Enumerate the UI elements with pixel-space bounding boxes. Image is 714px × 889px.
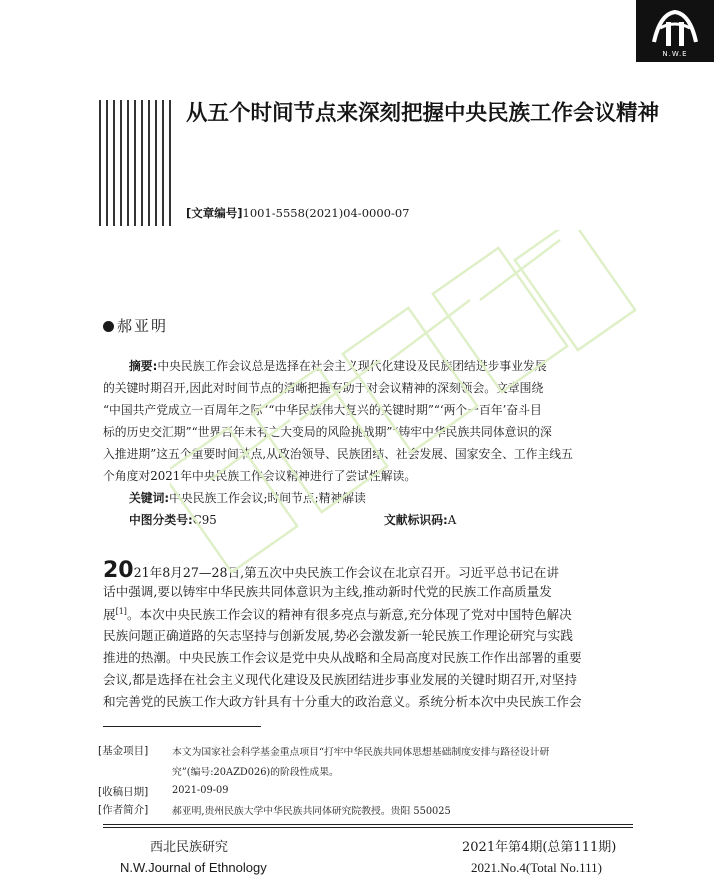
author-bio: 郝亚明,贵州民族大学中华民族共同体研究院教授。贵阳 550025	[172, 806, 451, 817]
citation-ref[interactable]: [1]	[115, 607, 127, 616]
footer-rule	[103, 824, 633, 825]
body-line: 展[1]。本次中央民族工作会议的精神有很多亮点与新意,充分体现了党对中国特色解决	[103, 607, 572, 622]
abstract-line: 标的历史交汇期”“世界百年未有之大变局的风险挑战期”“铸牢中华民族共同体意识的深	[103, 425, 552, 439]
bullet-icon	[103, 321, 114, 332]
decorative-lines	[99, 100, 175, 226]
doc-code-label: 文献标识码:	[384, 513, 448, 527]
abstract-line: “中国共产党成立一百周年之际”“中华民族伟大复兴的关键时期”“‘两个一百年’奋斗目	[103, 403, 542, 417]
author	[103, 315, 168, 336]
clc-value: C95	[192, 513, 217, 527]
article-title: 从五个时间节点来深刻把握中央民族工作会议精神	[186, 101, 660, 126]
received-date: 2021-09-09	[172, 785, 229, 796]
abstract-line: 个角度对2021年中央民族工作会议精神进行了尝试性解读。	[103, 469, 417, 483]
keywords-value: 中央民族工作会议;时间节点;精神解读	[169, 491, 366, 505]
doc-code-value: A	[447, 513, 457, 527]
body-line: 推进的热潮。中央民族工作会议是党中央从战略和全局高度对民族工作作出部署的重要	[103, 650, 582, 665]
issue-cn: 2021年第4期(总第111期)	[462, 840, 617, 855]
article-number	[186, 205, 409, 221]
received-label: [收稿日期]	[98, 786, 149, 798]
body-line: 2021年8月27—28日,第五次中央民族工作会议在北京召开。习近平总书记在讲	[103, 558, 559, 583]
author-name: 郝亚明	[117, 317, 169, 335]
fund-label: [基金项目]	[98, 745, 149, 757]
dropcap: 20	[103, 558, 134, 583]
fund-text: 究”(编号:20AZD026)的阶段性成果。	[172, 767, 339, 778]
article-number-value: 1001-5558(2021)04-0000-07	[242, 206, 410, 220]
body-line: 民族问题正确道路的矢志坚持与创新发展,势必会激发新一轮民族工作理论研究与实践	[103, 628, 573, 643]
fund-text: 本文为国家社会科学基金重点项目“打牢中华民族共同体思想基础制度安排与路径设计研	[172, 747, 550, 758]
clc-label: 中图分类号:	[129, 513, 193, 527]
article-number-label: [文章编号]	[186, 206, 243, 220]
body-line: 会议,都是选择在社会主义现代化建设及民族团结进步事业发展的关键时期召开,对坚持	[103, 672, 577, 687]
clc-number	[129, 515, 217, 527]
logo-text: N.W.E	[662, 50, 688, 58]
keywords	[129, 493, 366, 505]
journal-name-cn: 西北民族研究	[150, 840, 229, 855]
footer-rule	[103, 827, 633, 828]
abstract-line: 的关键时期召开,因此对时间节点的清晰把握有助于对会议精神的深刻领会。文章围绕	[103, 381, 544, 395]
body-line: 和完善党的民族工作大政方针具有十分重大的政治意义。系统分析本次中央民族工作会	[103, 694, 582, 709]
abstract-line: 入推进期”这五个重要时间节点,从政治领导、民族团结、社会发展、国家安全、工作主线五	[103, 447, 573, 461]
doc-code	[384, 515, 456, 527]
footnote-rule	[103, 726, 261, 727]
issue-en: 2021.No.4(Total No.111)	[471, 860, 602, 875]
body-line: 话中强调,要以铸牢中华民族共同体意识为主线,推动新时代党的民族工作高质量发	[103, 584, 552, 599]
journal-name-en: N.W.Journal of Ethnology	[120, 860, 267, 875]
abstract-line: 摘要:中央民族工作会议总是选择在社会主义现代化建设及民族团结进步事业发展	[129, 359, 547, 373]
keywords-label: 关键词:	[129, 491, 170, 505]
abstract-label: 摘要:	[129, 359, 158, 373]
author-bio-label: [作者简介]	[98, 804, 149, 816]
journal-logo	[636, 0, 714, 62]
